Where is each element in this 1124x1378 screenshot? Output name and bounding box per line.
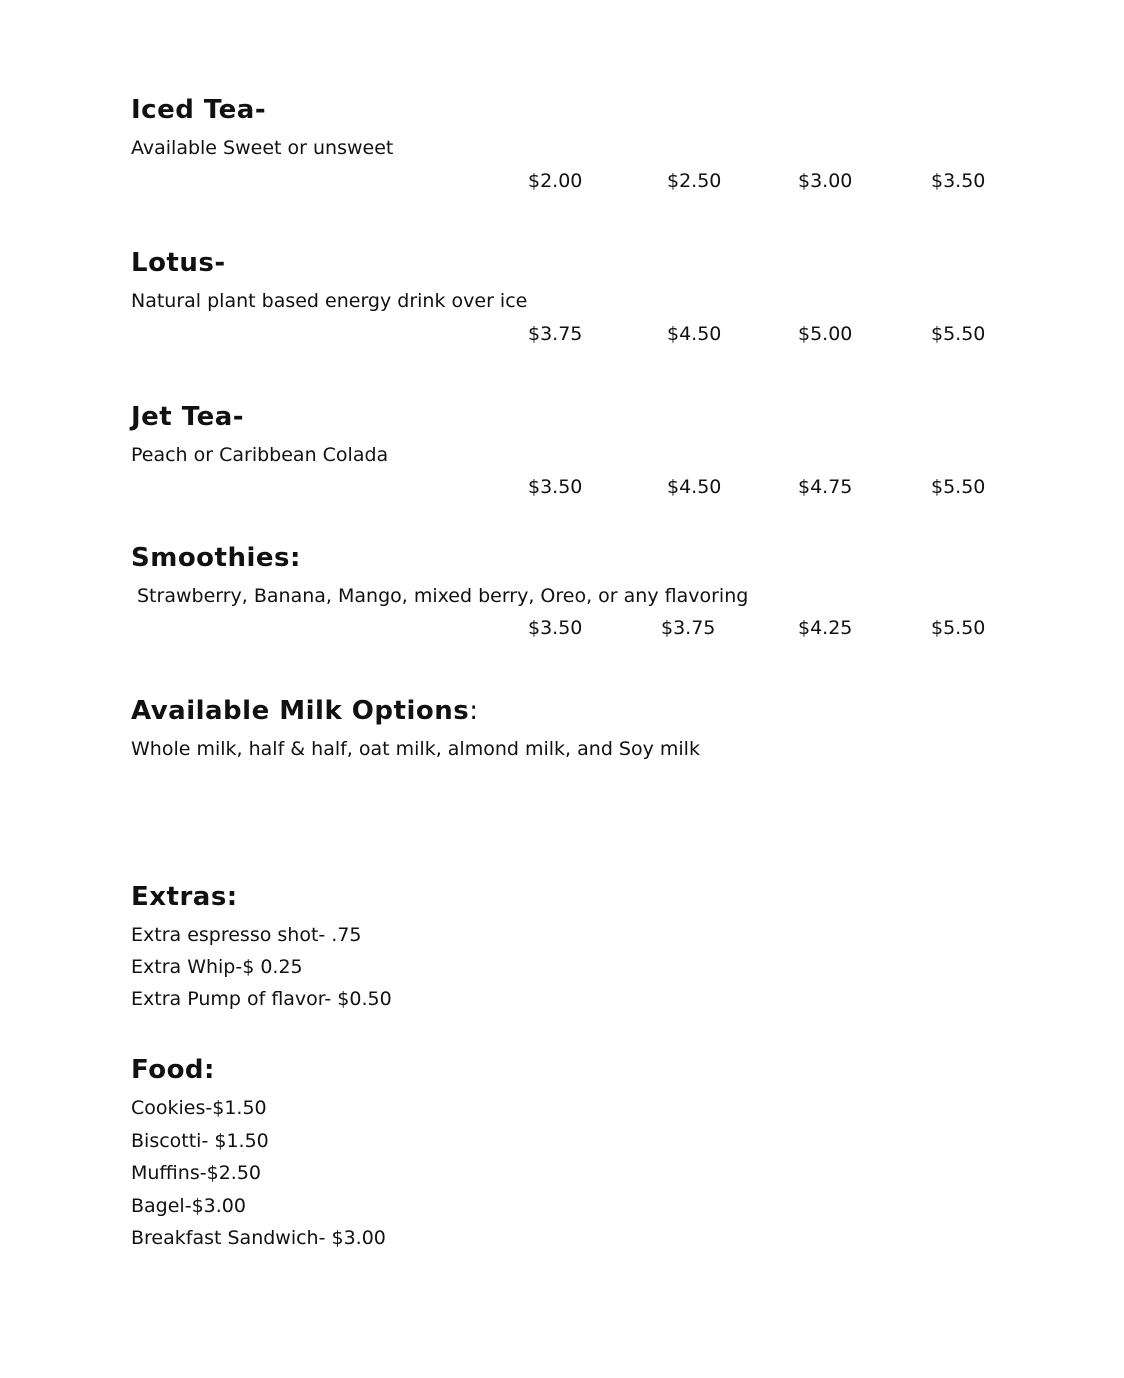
iced-tea-price-1: $2.00 xyxy=(528,170,583,192)
extras-item-espresso: Extra espresso shot- .75 xyxy=(131,924,362,946)
milk-options-description: Whole milk, half & half, oat milk, almond milk, and Soy milk xyxy=(131,738,700,760)
iced-tea-price-2: $2.50 xyxy=(667,170,722,192)
jet-tea-price-1: $3.50 xyxy=(528,476,583,498)
iced-tea-description: Available Sweet or unsweet xyxy=(131,137,394,159)
lotus-title: Lotus- xyxy=(131,248,226,278)
milk-options-title-text: Available Milk Options xyxy=(131,696,470,726)
smoothies-price-3: $4.25 xyxy=(798,617,853,639)
lotus-price-2: $4.50 xyxy=(667,323,722,345)
food-item-bagel: Bagel-$3.00 xyxy=(131,1195,246,1217)
smoothies-price-1: $3.50 xyxy=(528,617,583,639)
extras-item-flavor: Extra Pump of flavor- $0.50 xyxy=(131,988,392,1010)
milk-options-title-colon: : xyxy=(469,696,479,726)
smoothies-price-4: $5.50 xyxy=(931,617,986,639)
iced-tea-price-3: $3.00 xyxy=(798,170,853,192)
food-item-biscotti: Biscotti- $1.50 xyxy=(131,1130,269,1152)
food-title: Food: xyxy=(131,1055,215,1085)
smoothies-description: Strawberry, Banana, Mango, mixed berry, Oreo, or any flavoring xyxy=(137,585,749,607)
lotus-price-1: $3.75 xyxy=(528,323,583,345)
lotus-description: Natural plant based energy drink over ice xyxy=(131,290,528,312)
jet-tea-title: Jet Tea- xyxy=(131,402,245,432)
jet-tea-description: Peach or Caribbean Colada xyxy=(131,444,389,466)
jet-tea-price-3: $4.75 xyxy=(798,476,853,498)
extras-title: Extras: xyxy=(131,882,238,912)
smoothies-title: Smoothies: xyxy=(131,543,301,573)
milk-options-title xyxy=(131,696,478,726)
extras-item-whip: Extra Whip-$ 0.25 xyxy=(131,956,303,978)
iced-tea-title: Iced Tea- xyxy=(131,95,267,125)
iced-tea-price-4: $3.50 xyxy=(931,170,986,192)
food-item-muffins: Muffins-$2.50 xyxy=(131,1162,261,1184)
food-item-breakfast-sandwich: Breakfast Sandwich- $3.00 xyxy=(131,1227,386,1249)
jet-tea-price-2: $4.50 xyxy=(667,476,722,498)
food-item-cookies: Cookies-$1.50 xyxy=(131,1097,267,1119)
jet-tea-price-4: $5.50 xyxy=(931,476,986,498)
smoothies-price-2: $3.75 xyxy=(661,617,716,639)
lotus-price-4: $5.50 xyxy=(931,323,986,345)
lotus-price-3: $5.00 xyxy=(798,323,853,345)
